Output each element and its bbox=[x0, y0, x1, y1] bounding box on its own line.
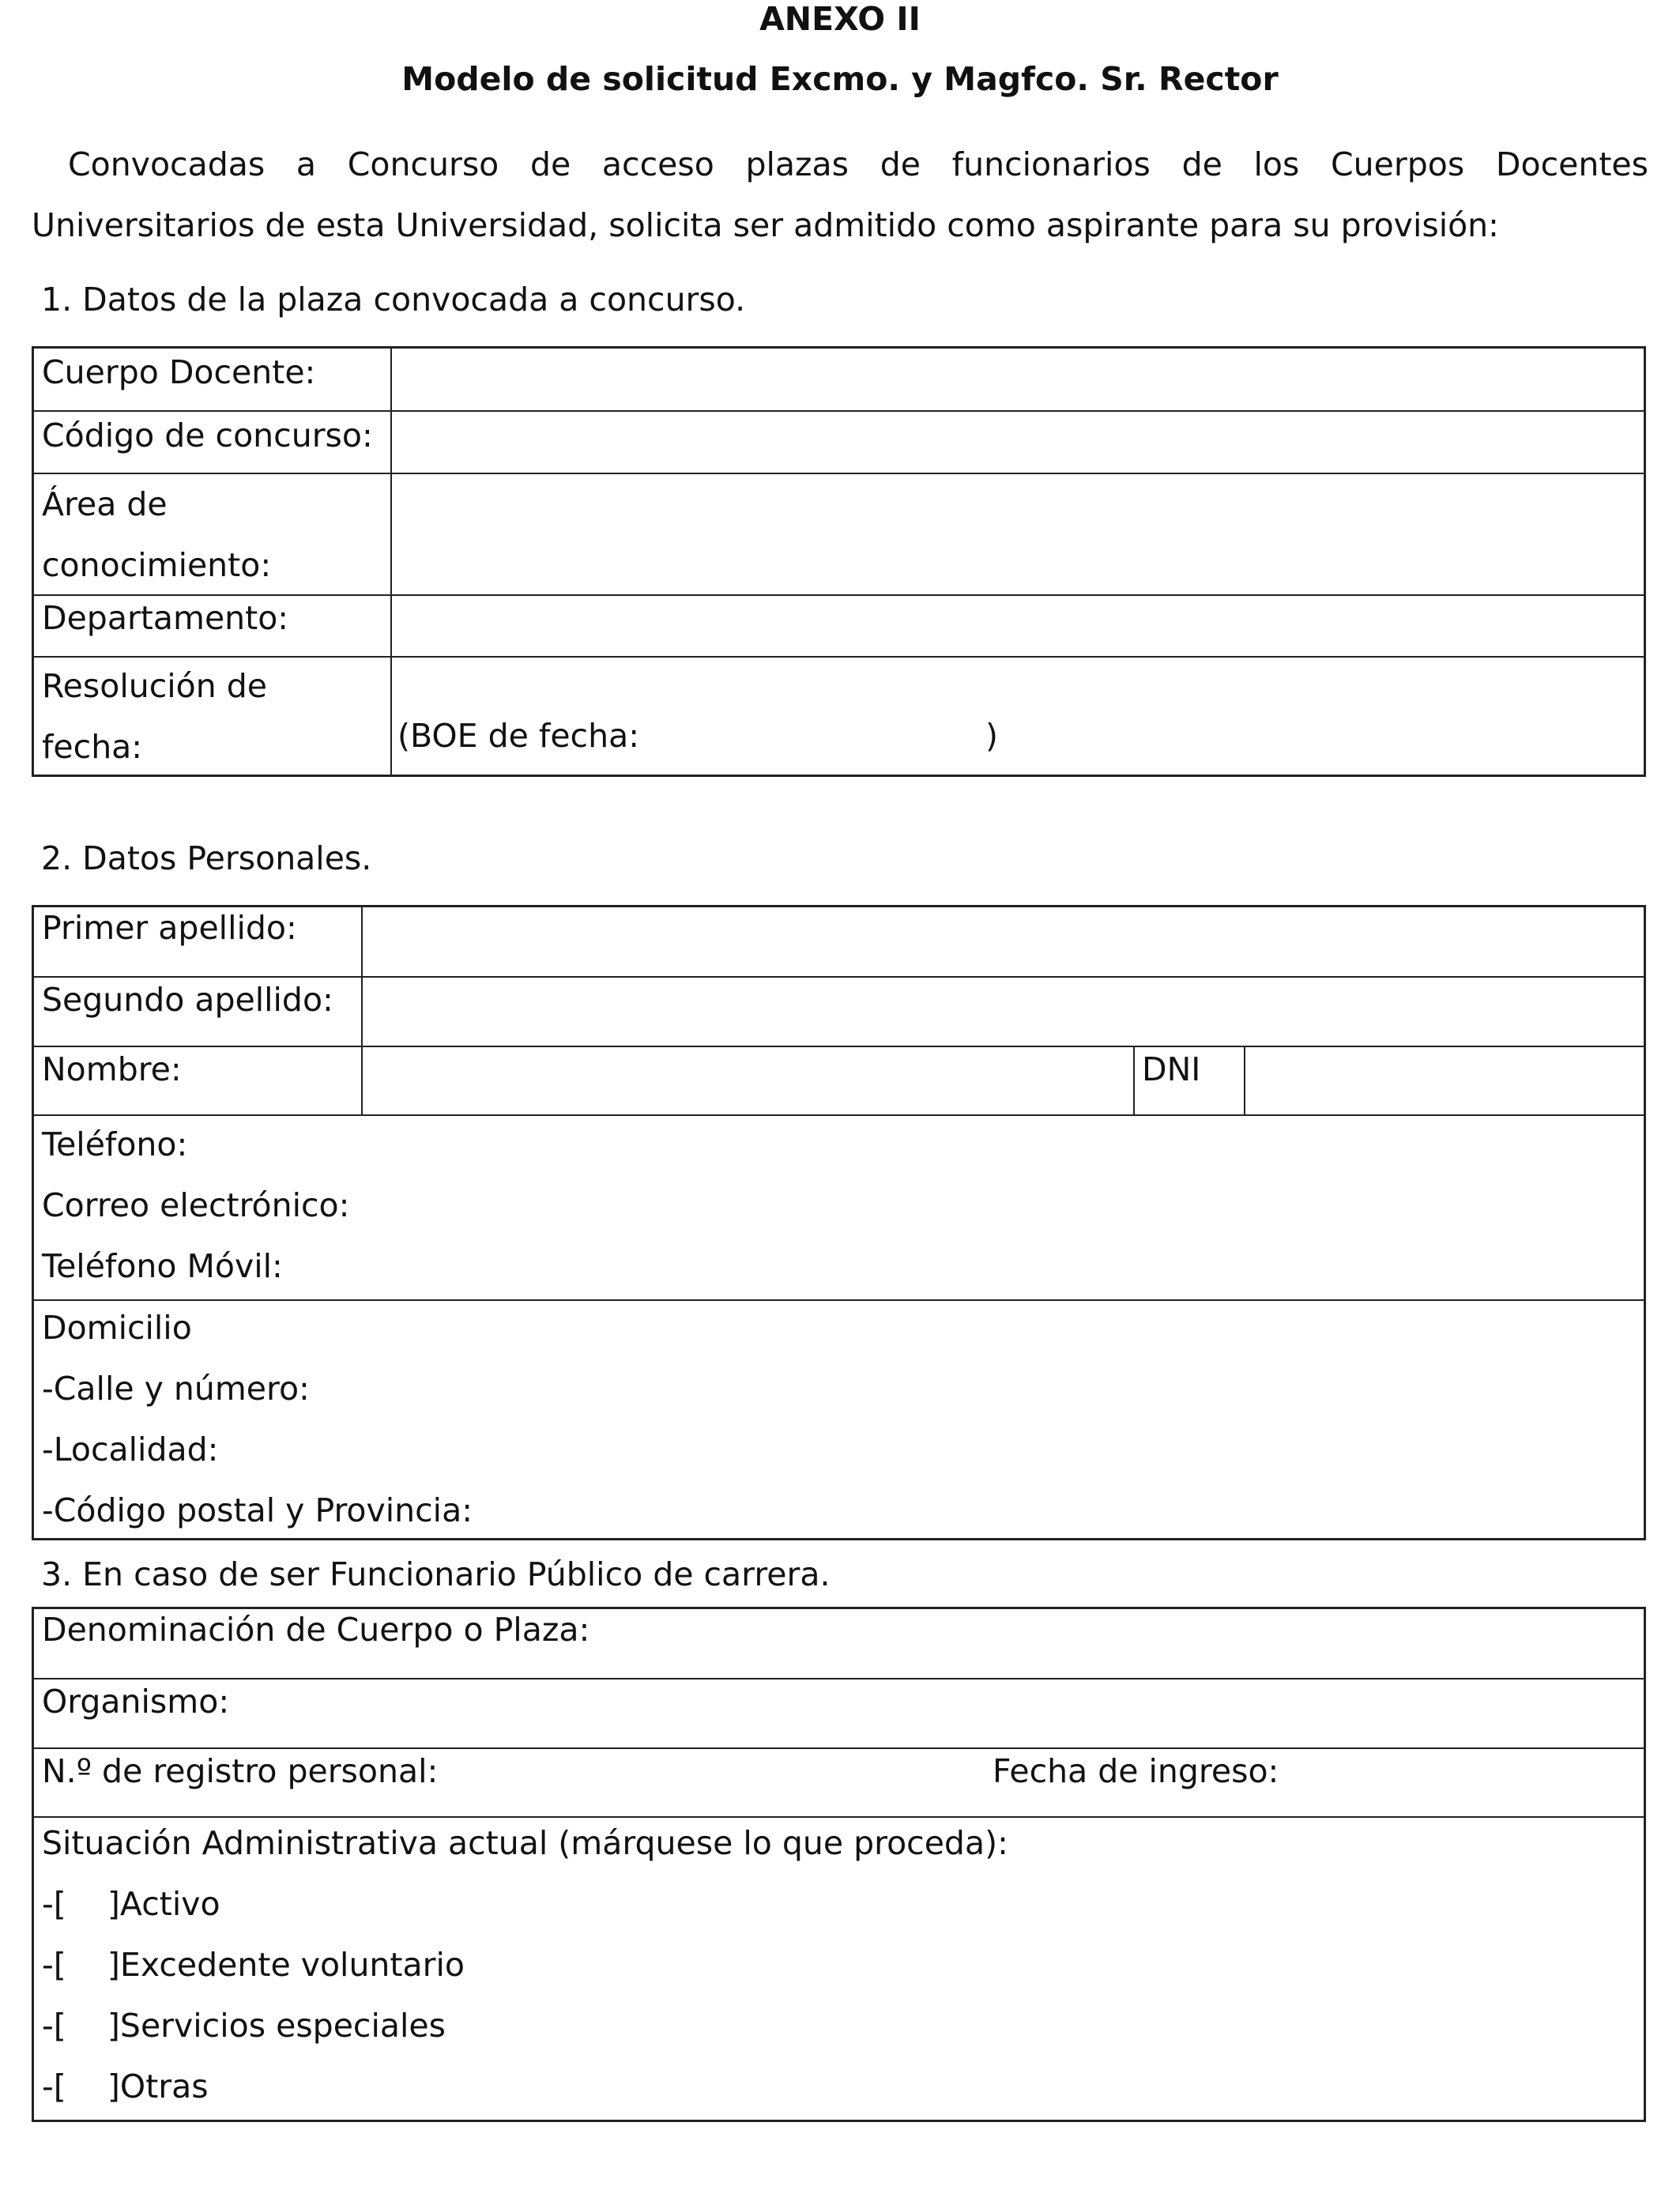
contact-block bbox=[42, 1114, 349, 1297]
localidad-label: -Localidad: bbox=[42, 1431, 219, 1468]
row-segundo-apellido bbox=[34, 976, 1644, 1046]
area-label-line1: Área de bbox=[42, 485, 168, 523]
row-registro bbox=[34, 1747, 1644, 1816]
primer-apellido-label: Primer apellido: bbox=[42, 909, 297, 947]
segundo-apellido-label: Segundo apellido: bbox=[42, 981, 333, 1019]
situacion-label: Situación Administrativa actual (márquese lo que proceda): bbox=[42, 1824, 1008, 1862]
section3-table bbox=[32, 1607, 1646, 2122]
row-nombre-dni bbox=[34, 1046, 1644, 1114]
row-primer-apellido bbox=[34, 907, 1644, 976]
area-conocimiento-label bbox=[42, 474, 271, 596]
row-codigo-concurso bbox=[34, 410, 1644, 473]
calle-numero-label: -Calle y número: bbox=[42, 1370, 310, 1408]
intro-paragraph: Convocadas a Concurso de acceso plazas de funcionarios de los Cuerpos Docentes Universitarios de esta Universidad, solicita ser admitido como aspirante para su provisión: bbox=[32, 145, 1648, 244]
row-organismo bbox=[34, 1678, 1644, 1747]
row-cuerpo-docente bbox=[34, 349, 1644, 410]
organismo-label: Organismo: bbox=[42, 1683, 230, 1721]
row-situacion bbox=[34, 1816, 1644, 2124]
resolucion-label-line2: fecha: bbox=[42, 728, 143, 766]
dni-label: DNI bbox=[1142, 1050, 1201, 1088]
telefono-movil-label: Teléfono Móvil: bbox=[42, 1247, 283, 1285]
area-label-line2: conocimiento: bbox=[42, 546, 272, 584]
document-title: Modelo de solicitud Excmo. y Magfco. Sr. Rector bbox=[401, 60, 1279, 98]
row-resolucion bbox=[34, 656, 1644, 779]
fecha-ingreso-label: Fecha de ingreso: bbox=[993, 1752, 1279, 1790]
domicilio-block bbox=[42, 1298, 473, 1541]
row-denominacion bbox=[34, 1609, 1644, 1678]
option-otras: -[ ]Otras bbox=[42, 2068, 209, 2105]
option-excedente-voluntario: -[ ]Excedente voluntario bbox=[42, 1946, 465, 1984]
row-contacto bbox=[34, 1114, 1644, 1299]
section2-table bbox=[32, 905, 1646, 1540]
annex-heading: ANEXO II bbox=[759, 0, 921, 38]
registro-personal-label: N.º de registro personal: bbox=[42, 1752, 439, 1790]
section2-heading: 2. Datos Personales. bbox=[41, 839, 372, 877]
denominacion-label: Denominación de Cuerpo o Plaza: bbox=[42, 1611, 590, 1649]
cuerpo-docente-label: Cuerpo Docente: bbox=[42, 353, 316, 391]
correo-label: Correo electrónico: bbox=[42, 1186, 350, 1224]
option-servicios-especiales: -[ ]Servicios especiales bbox=[42, 2007, 446, 2045]
section1-heading: 1. Datos de la plaza convocada a concurso. bbox=[41, 281, 746, 319]
situacion-block bbox=[42, 1813, 1008, 2117]
row-departamento bbox=[34, 594, 1644, 656]
telefono-label: Teléfono: bbox=[42, 1125, 188, 1163]
boe-fecha-close: ) bbox=[985, 717, 998, 755]
codigo-postal-label: -Código postal y Provincia: bbox=[42, 1491, 473, 1529]
resolucion-label-line1: Resolución de bbox=[42, 667, 267, 705]
departamento-label: Departamento: bbox=[42, 599, 289, 637]
section1-table bbox=[32, 346, 1646, 777]
boe-fecha-label: (BOE de fecha: bbox=[397, 717, 640, 755]
nombre-label: Nombre: bbox=[42, 1050, 182, 1088]
codigo-concurso-label: Código de concurso: bbox=[42, 417, 373, 454]
option-activo: -[ ]Activo bbox=[42, 1885, 220, 1923]
row-domicilio bbox=[34, 1299, 1644, 1543]
resolucion-label bbox=[42, 656, 267, 778]
domicilio-label: Domicilio bbox=[42, 1309, 192, 1347]
row-area-conocimiento bbox=[34, 473, 1644, 594]
section3-heading: 3. En caso de ser Funcionario Público de carrera. bbox=[41, 1555, 831, 1593]
